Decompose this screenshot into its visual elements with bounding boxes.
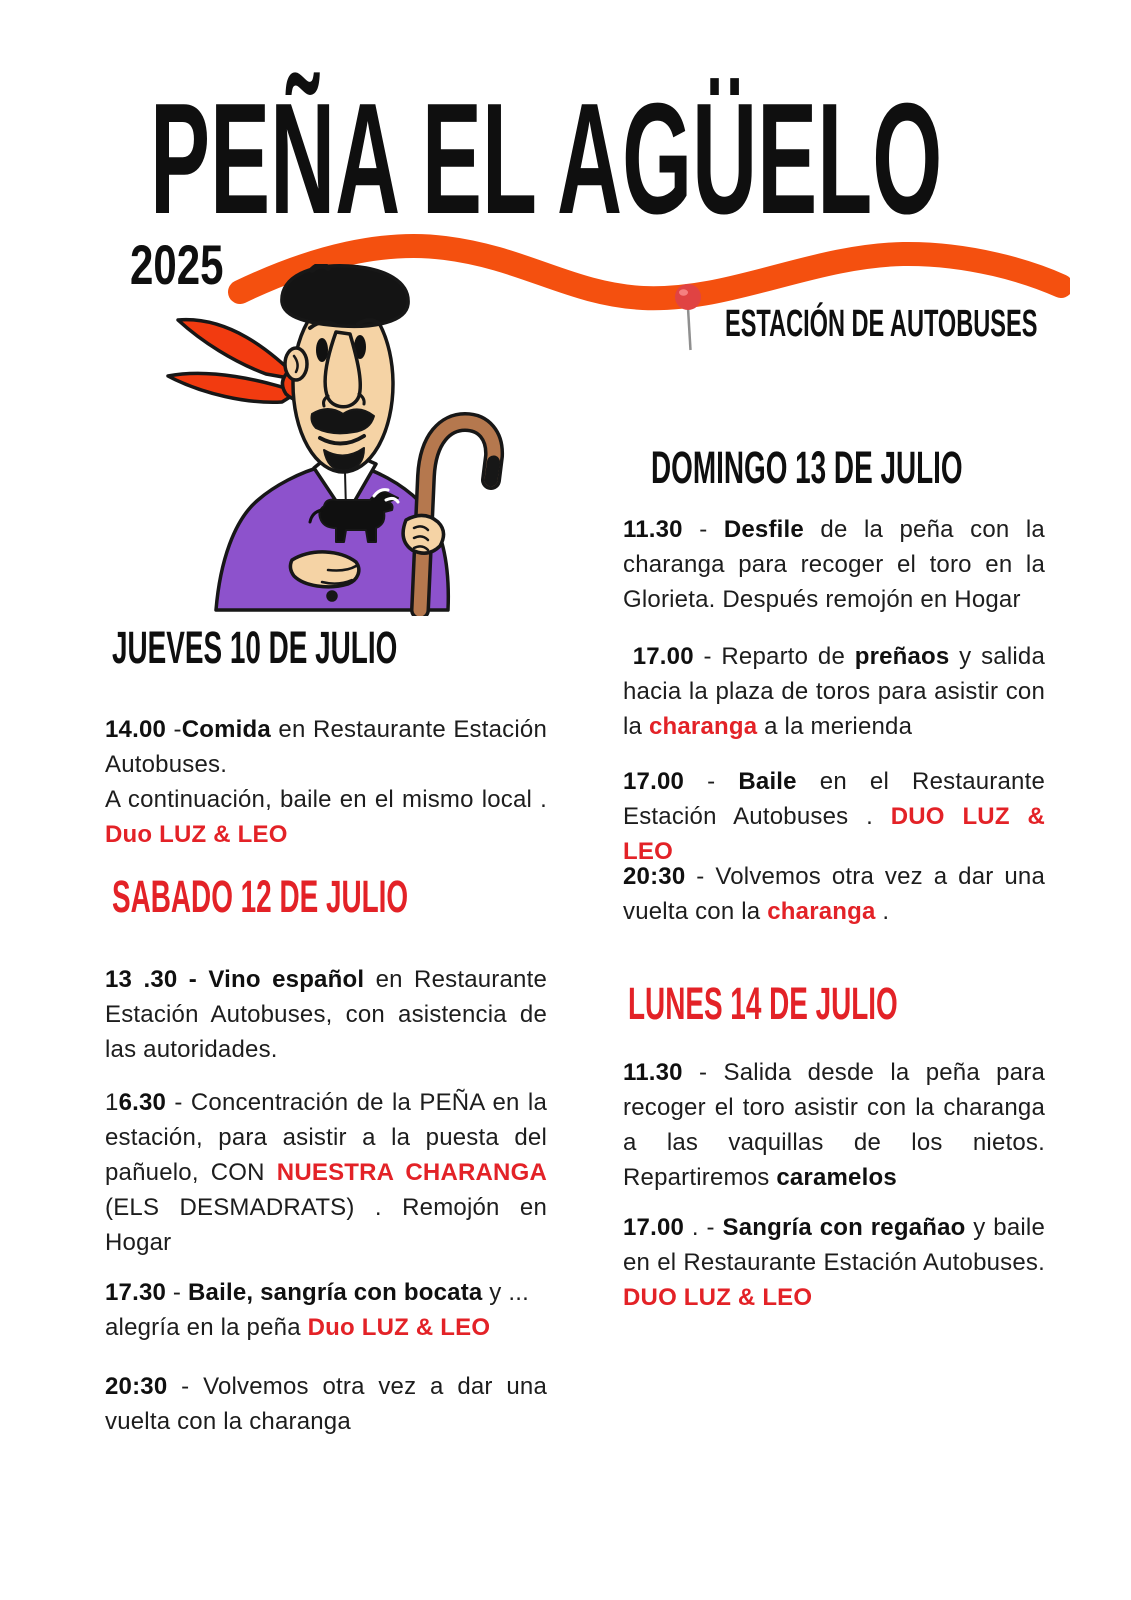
text-segment: a la merienda [757,713,913,740]
schedule-item [105,712,547,852]
map-pin-icon [672,282,708,356]
schedule-item [623,1055,1045,1195]
text-segment: - [684,768,739,795]
poster-title: PEÑA EL AGÜELO [150,71,943,247]
text-segment: . [875,898,890,925]
section-heading: DOMINGO 13 DE JULIO [651,442,963,493]
text-segment: 17.00 [623,643,694,670]
text-segment: DUO LUZ & LEO [623,1284,813,1311]
text-segment: NUESTRA CHARANGA [276,1159,547,1186]
text-segment: 1 [105,1089,119,1116]
schedule-item [105,1369,547,1439]
text-segment: en Restaurante Estación Autobuses, con asistencia de las autoridades. [105,966,547,1063]
text-segment: y salida hacia la plaza de toros para asistir con la [623,643,1045,740]
text-segment: Comida [181,716,271,743]
text-segment: Baile [738,768,797,795]
beret [282,266,408,327]
text-segment: 14.00 [105,716,174,743]
scarf-tail [178,320,300,380]
text-segment: 20:30 [623,863,686,890]
text-segment: Desfile [723,516,804,543]
text-segment: 11.30 [623,516,683,543]
text-segment: (ELS DESMADRATS) . Remojón en Hogar [105,1194,547,1256]
text-segment: 11.30 [623,1059,683,1086]
text-segment: 17.30 [105,1279,167,1306]
section-heading: LUNES 14 DE JULIO [628,978,898,1029]
text-segment: - [682,516,724,543]
text-segment: 13 .30 - Vino español [105,966,365,993]
text-segment: 17.00 [623,768,685,795]
text-segment: Sangría con regañao [722,1214,966,1241]
schedule-item [623,859,1045,929]
mustache [312,409,375,433]
text-segment: . - [684,1214,723,1241]
location-heading: ESTACIÓN DE AUTOBUSES [725,303,1038,345]
text-segment: DUO LUZ & LEO [623,803,1045,865]
text-segment: Duo LUZ & LEO [105,821,288,848]
text-segment: 17.00 [623,1214,685,1241]
text-segment: - Volvemos otra vez a dar una vuelta con la [623,863,1045,925]
text-segment: alegría en la peña [105,1314,308,1341]
old-man-mascot-illustration [162,264,506,616]
schedule-item [105,1085,547,1260]
text-segment: en el Restaurante Estación Autobuses . [623,768,1045,830]
text-segment: - Concentración de la PEÑA en la estación, para asistir a la puesta del pañuelo, CON [105,1089,547,1186]
text-segment: - Reparto de [693,643,855,670]
section-heading: SABADO 12 DE JULIO [112,871,409,922]
schedule-item [623,512,1045,617]
schedule-item [623,639,1045,744]
schedule-item [105,1275,547,1345]
text-segment: Duo LUZ & LEO [307,1314,491,1341]
text-segment: y baile en el Restaurante Estación Autobuses. [623,1214,1045,1276]
text-segment: 20:30 [105,1373,168,1400]
text-segment: y ... [482,1279,529,1306]
text-segment: 6.30 [118,1089,167,1116]
schedule-item [623,764,1045,869]
text-segment: - Volvemos otra vez a dar una vuelta con la charanga [105,1373,547,1435]
text-segment: - [173,716,182,743]
section-heading: JUEVES 10 DE JULIO [112,622,398,673]
text-segment: preñaos [854,643,950,670]
text-segment: - [166,1279,188,1306]
year-label: 2025 [130,233,224,296]
text-segment: Baile, sangría con bocata [188,1279,483,1306]
schedule-item [623,1210,1045,1315]
text-segment: - Salida desde la peña para recoger el toro asistir con la charanga a las vaquillas de los nietos. Repartiremos [623,1059,1045,1191]
text-segment: en Restaurante Estación Autobuses. [105,716,547,778]
text-segment: charanga [767,898,876,925]
text-segment: A continuación, baile en el mismo local . [105,786,547,813]
text-segment: de la peña con la charanga para recoger el toro en la Glorieta. Después remojón en Hogar [623,516,1045,613]
text-segment: caramelos [776,1164,897,1191]
text-segment: charanga [648,713,758,740]
schedule-item [105,962,547,1067]
